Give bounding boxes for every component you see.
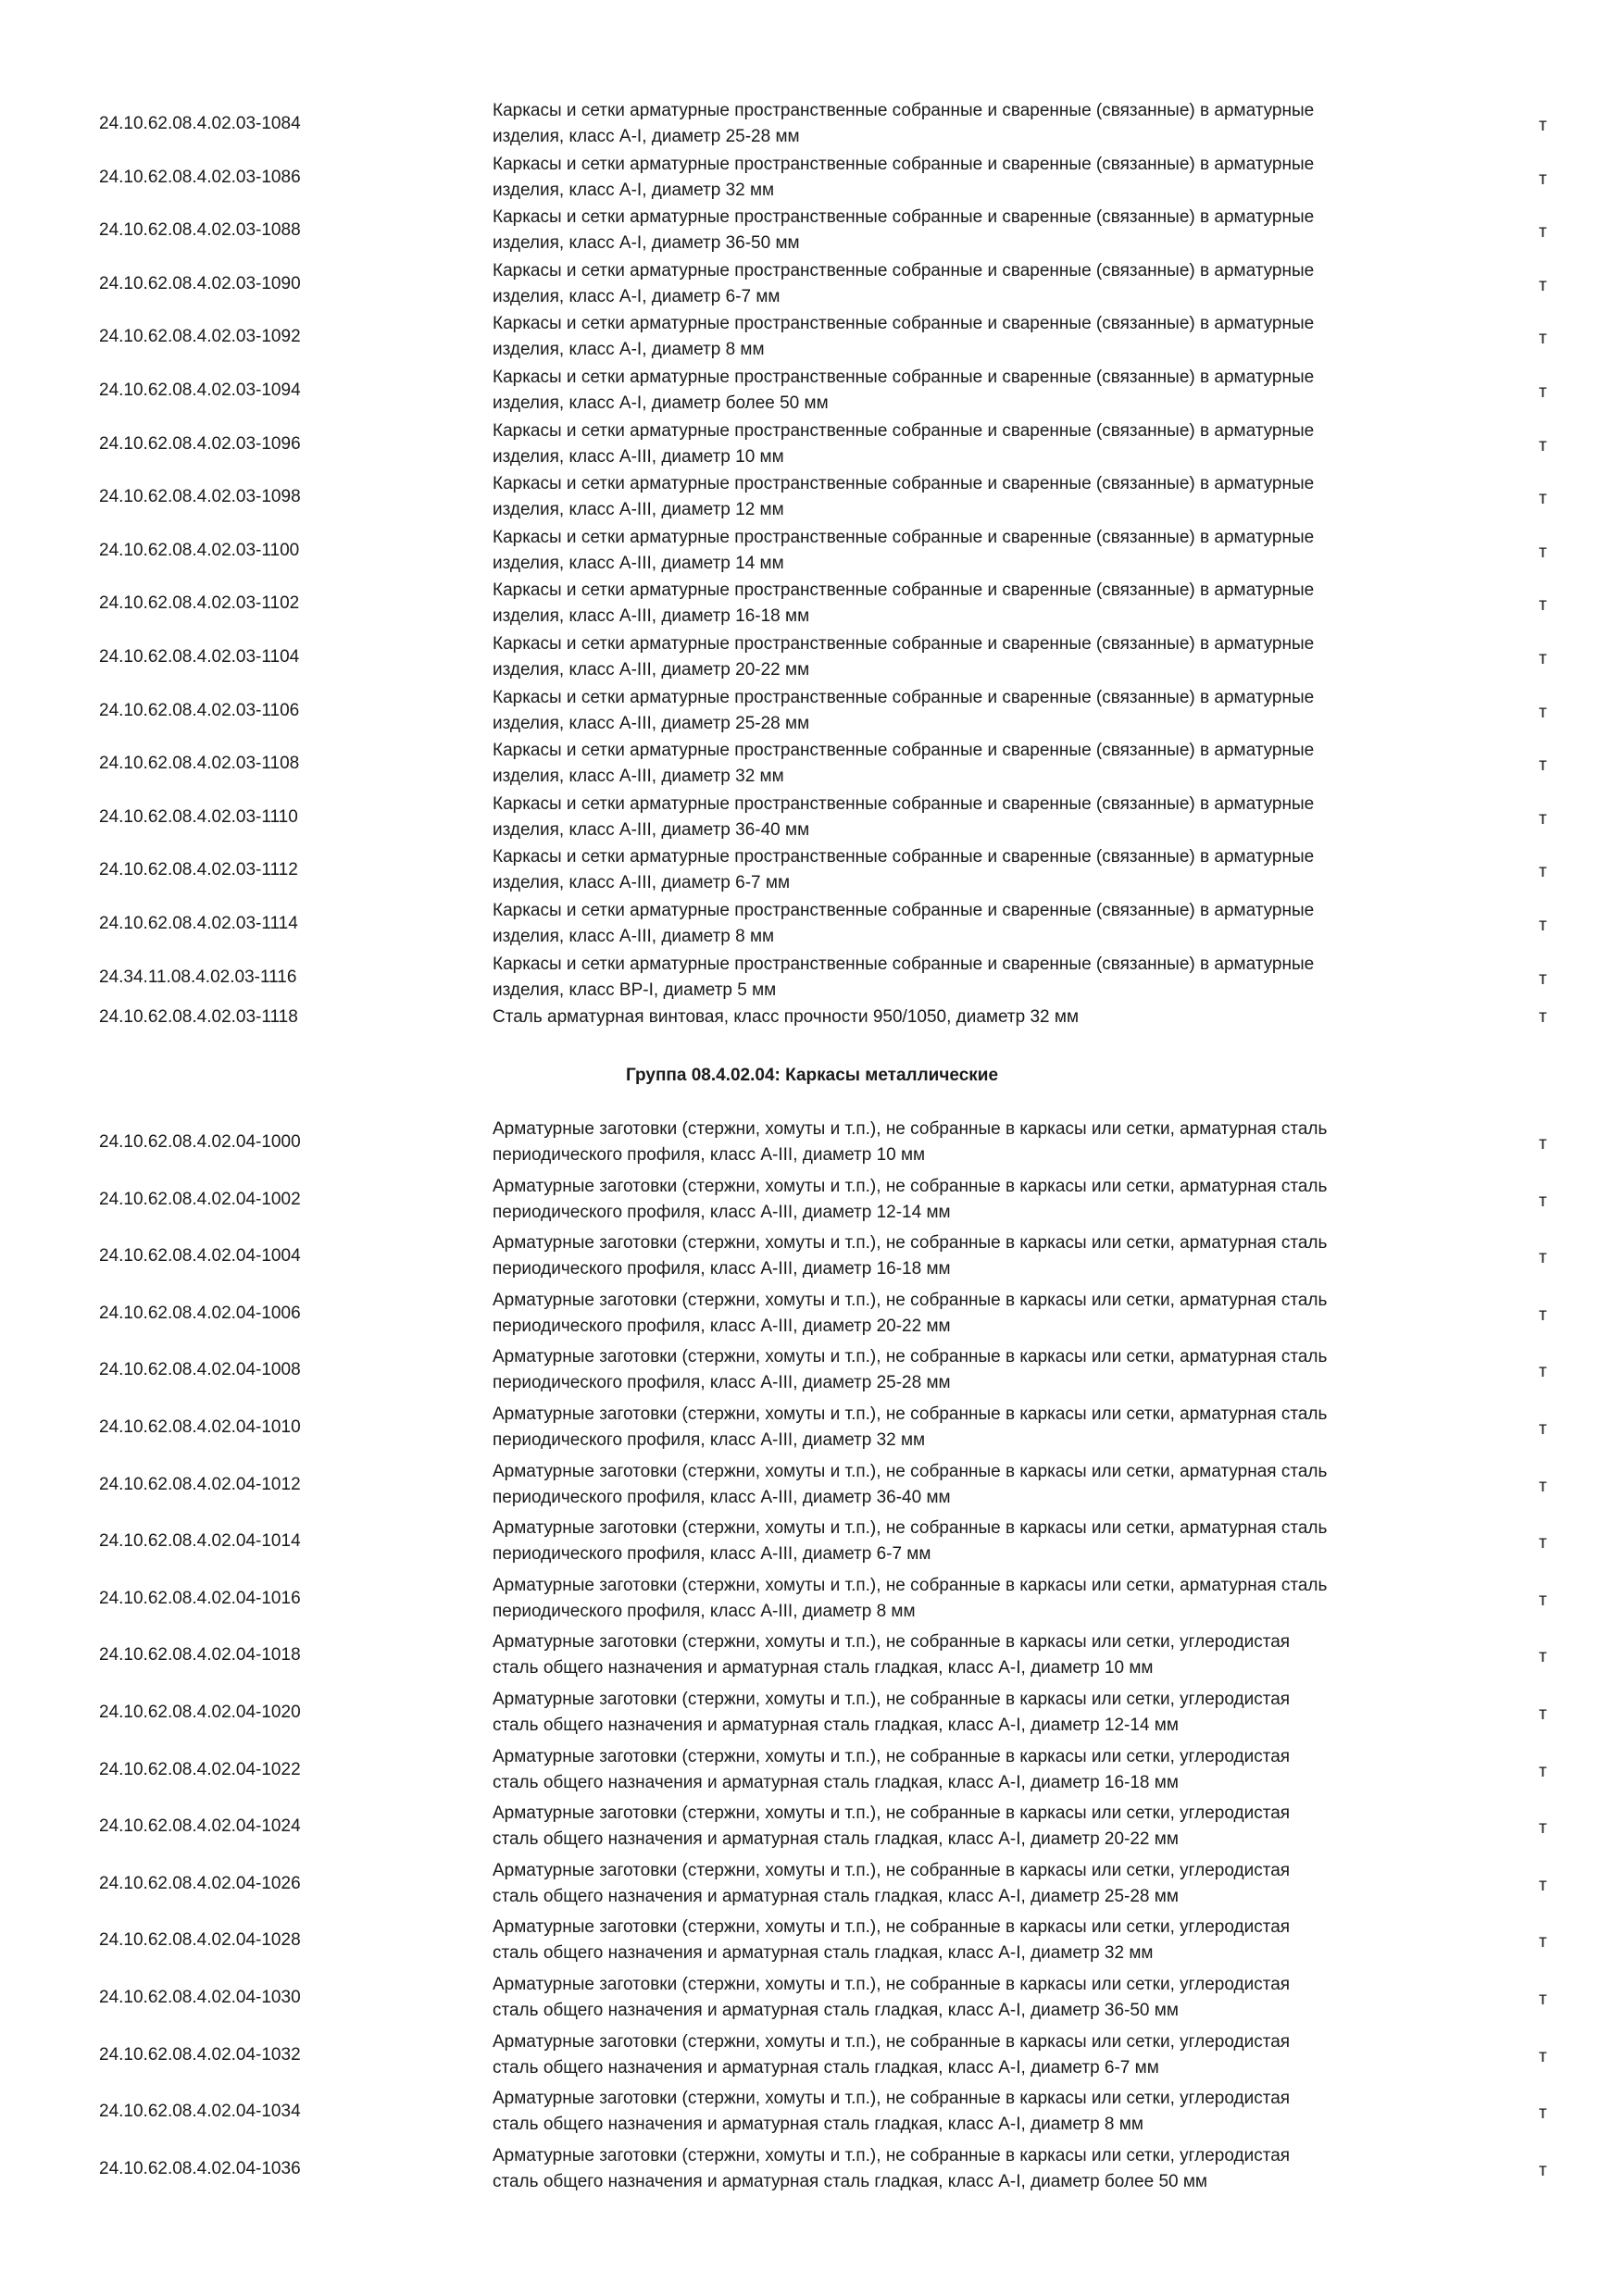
description-line: периодического профиля, класс А-III, диаметр 36-40 мм — [493, 1487, 951, 1507]
description-line: сталь общего назначения и арматурная сталь гладкая, класс А-I, диаметр 36-50 мм — [493, 2001, 1179, 2020]
item-description — [493, 1230, 1493, 1282]
description-line: Арматурные заготовки (стержни, хомуты и т.п.), не собранные в каркасы или сетки, углеродистая — [493, 1746, 1291, 1766]
item-unit: т — [1539, 1134, 1547, 1154]
item-description — [493, 1516, 1493, 1567]
description-line: изделия, класс ВР-I, диаметр 5 мм — [493, 980, 777, 1000]
description-line: изделия, класс А-III, диаметр 14 мм — [493, 553, 784, 573]
description-line: Арматурные заготовки (стержни, хомуты и т.п.), не собранные в каркасы или сетки, углеродистая — [493, 2145, 1291, 2165]
description-line: изделия, класс А-III, диаметр 36-40 мм — [493, 819, 810, 840]
item-unit: т — [1539, 489, 1547, 509]
item-code: 24.10.62.08.4.02.03-1096 — [99, 433, 301, 454]
description-line: изделия, класс А-I, диаметр более 50 мм — [493, 393, 829, 413]
description-line: Каркасы и сетки арматурные пространственные собранные и сваренные (связанные) в арматурные — [493, 474, 1315, 494]
description-line: Арматурные заготовки (стержни, хомуты и т.п.), не собранные в каркасы или сетки, углеродистая — [493, 2031, 1291, 2052]
item-unit: т — [1539, 116, 1547, 135]
item-unit: т — [1539, 329, 1547, 349]
item-description — [493, 1459, 1493, 1511]
item-description — [493, 1573, 1493, 1625]
description-line: Каркасы и сетки арматурные пространственные собранные и сваренные (связанные) в арматурные — [493, 634, 1315, 654]
item-unit: т — [1539, 542, 1547, 562]
description-line: Арматурные заготовки (стержни, хомуты и т.п.), не собранные в каркасы или сетки, арматурная сталь — [493, 1176, 1328, 1196]
description-line: сталь общего назначения и арматурная сталь гладкая, класс А-I, диаметр 12-14 мм — [493, 1716, 1179, 1735]
description-line: изделия, класс А-I, диаметр 32 мм — [493, 180, 775, 200]
item-unit: т — [1539, 1248, 1547, 1268]
description-line: Каркасы и сетки арматурные пространственные собранные и сваренные (связанные) в арматурные — [493, 580, 1315, 601]
description-line: периодического профиля, класс А-III, диаметр 32 мм — [493, 1430, 926, 1450]
description-line: изделия, класс А-I, диаметр 25-28 мм — [493, 127, 800, 146]
item-description — [493, 631, 1493, 683]
item-unit: т — [1539, 1007, 1547, 1028]
item-code: 24.10.62.08.4.02.04-1000 — [99, 1132, 301, 1152]
description-line: изделия, класс А-III, диаметр 8 мм — [493, 927, 775, 946]
description-line: Арматурные заготовки (стержни, хомуты и т.п.), не собранные в каркасы или сетки, арматурная сталь — [493, 1290, 1328, 1310]
item-code: 24.10.62.08.4.02.04-1022 — [99, 1759, 301, 1779]
item-description — [493, 365, 1493, 417]
item-code: 24.10.62.08.4.02.03-1102 — [99, 593, 300, 614]
description-line: сталь общего назначения и арматурная сталь гладкая, класс А-I, диаметр более 50 мм — [493, 2171, 1207, 2191]
item-code: 24.34.11.08.4.02.03-1116 — [99, 967, 297, 987]
item-unit: т — [1539, 1875, 1547, 1895]
item-unit: т — [1539, 1533, 1547, 1554]
item-description — [493, 525, 1493, 577]
item-code: 24.10.62.08.4.02.04-1012 — [99, 1474, 301, 1494]
item-unit: т — [1539, 916, 1547, 935]
description-line: Сталь арматурная винтовая, класс прочности 950/1050, диаметр 32 мм — [493, 1007, 1080, 1028]
description-line: изделия, класс А-III, диаметр 20-22 мм — [493, 660, 810, 680]
item-description — [493, 1915, 1493, 1966]
item-code: 24.10.62.08.4.02.03-1114 — [99, 914, 298, 933]
description-line: изделия, класс А-III, диаметр 6-7 мм — [493, 873, 791, 893]
item-unit: т — [1539, 1304, 1547, 1325]
item-description — [493, 1801, 1493, 1853]
item-unit: т — [1539, 1647, 1547, 1667]
description-line: периодического профиля, класс А-III, диаметр 25-28 мм — [493, 1373, 951, 1393]
description-line: Арматурные заготовки (стержни, хомуты и т.п.), не собранные в каркасы или сетки, углеродистая — [493, 1860, 1291, 1880]
item-description — [493, 1174, 1493, 1226]
description-line: изделия, класс А-I, диаметр 36-50 мм — [493, 233, 800, 254]
item-description — [493, 1858, 1493, 1910]
item-description — [493, 152, 1493, 204]
item-code: 24.10.62.08.4.02.03-1108 — [99, 754, 300, 774]
item-unit: т — [1539, 1704, 1547, 1724]
description-line: Арматурные заготовки (стержни, хомуты и т.п.), не собранные в каркасы или сетки, арматурная сталь — [493, 1119, 1328, 1139]
description-line: Арматурные заготовки (стержни, хомуты и т.п.), не собранные в каркасы или сетки, углеродистая — [493, 1803, 1291, 1824]
item-description — [493, 2143, 1493, 2195]
item-code: 24.10.62.08.4.02.04-1028 — [99, 1930, 301, 1951]
item-unit: т — [1539, 1362, 1547, 1382]
description-line: Каркасы и сетки арматурные пространственные собранные и сваренные (связанные) в арматурные — [493, 154, 1315, 174]
description-line: изделия, класс А-III, диаметр 25-28 мм — [493, 713, 810, 733]
item-unit: т — [1539, 702, 1547, 722]
item-code: 24.10.62.08.4.02.04-1026 — [99, 1873, 301, 1893]
description-line: изделия, класс А-III, диаметр 10 мм — [493, 446, 784, 467]
item-code: 24.10.62.08.4.02.04-1014 — [99, 1531, 301, 1552]
item-description — [493, 258, 1493, 310]
description-line: Каркасы и сетки арматурные пространственные собранные и сваренные (связанные) в арматурные — [493, 314, 1315, 334]
description-line: периодического профиля, класс А-III, диаметр 10 мм — [493, 1145, 926, 1165]
item-code: 24.10.62.08.4.02.04-1018 — [99, 1645, 301, 1666]
item-unit: т — [1539, 435, 1547, 455]
item-description — [493, 898, 1493, 950]
item-description — [493, 1117, 1493, 1168]
item-code: 24.10.62.08.4.02.04-1024 — [99, 1816, 301, 1837]
description-line: периодического профиля, класс А-III, диаметр 8 мм — [493, 1601, 916, 1621]
item-description — [493, 792, 1493, 843]
item-description — [493, 952, 1493, 1004]
item-unit: т — [1539, 755, 1547, 776]
description-line: Арматурные заготовки (стержни, хомуты и т.п.), не собранные в каркасы или сетки, арматурная сталь — [493, 1233, 1328, 1254]
description-line: Арматурные заготовки (стержни, хомуты и т.п.), не собранные в каркасы или сетки, углеродистая — [493, 1632, 1291, 1653]
item-description — [493, 205, 1493, 256]
description-line: Каркасы и сетки арматурные пространственные собранные и сваренные (связанные) в арматурные — [493, 260, 1315, 281]
description-line: Каркасы и сетки арматурные пространственные собранные и сваренные (связанные) в арматурные — [493, 847, 1315, 867]
description-line: периодического профиля, класс А-III, диаметр 12-14 мм — [493, 1202, 951, 1222]
description-line: периодического профиля, класс А-III, диаметр 16-18 мм — [493, 1259, 951, 1279]
item-code: 24.10.62.08.4.02.04-1036 — [99, 2158, 301, 2178]
item-unit: т — [1539, 1761, 1547, 1781]
description-line: сталь общего назначения и арматурная сталь гладкая, класс А-I, диаметр 25-28 мм — [493, 1886, 1179, 1906]
item-code: 24.10.62.08.4.02.04-1034 — [99, 2102, 301, 2122]
description-line: изделия, класс А-III, диаметр 16-18 мм — [493, 606, 810, 627]
item-unit: т — [1539, 168, 1547, 189]
item-description — [493, 311, 1493, 363]
description-line: Арматурные заготовки (стержни, хомуты и т.п.), не собранные в каркасы или сетки, углеродистая — [493, 1690, 1291, 1709]
item-description — [493, 1004, 1493, 1030]
item-unit: т — [1539, 1818, 1547, 1839]
item-code: 24.10.62.08.4.02.04-1008 — [99, 1360, 301, 1380]
item-code: 24.10.62.08.4.02.04-1016 — [99, 1588, 301, 1608]
item-description — [493, 2029, 1493, 2081]
item-unit: т — [1539, 1191, 1547, 1211]
description-line: Каркасы и сетки арматурные пространственные собранные и сваренные (связанные) в арматурные — [493, 687, 1315, 707]
description-line: Арматурные заготовки (стержни, хомуты и т.п.), не собранные в каркасы или сетки, арматурная сталь — [493, 1518, 1328, 1539]
item-unit: т — [1539, 862, 1547, 882]
description-line: Арматурные заготовки (стержни, хомуты и т.п.), не собранные в каркасы или сетки, углеродистая — [493, 1975, 1291, 1994]
description-line: Каркасы и сетки арматурные пространственные собранные и сваренные (связанные) в арматурные — [493, 954, 1315, 974]
group-heading: Группа 08.4.02.04: Каркасы металлические — [625, 1066, 999, 1085]
item-code: 24.10.62.08.4.02.03-1098 — [99, 487, 301, 507]
item-unit: т — [1539, 382, 1547, 402]
item-description — [493, 2086, 1493, 2138]
item-description — [493, 685, 1493, 737]
item-code: 24.10.62.08.4.02.03-1090 — [99, 273, 301, 293]
item-description — [493, 471, 1493, 523]
item-unit: т — [1539, 1990, 1547, 2009]
description-line: Каркасы и сетки арматурные пространственные собранные и сваренные (связанные) в арматурные — [493, 101, 1315, 120]
description-line: сталь общего назначения и арматурная сталь гладкая, класс А-I, диаметр 10 мм — [493, 1658, 1154, 1678]
item-unit: т — [1539, 2160, 1547, 2180]
item-unit: т — [1539, 1419, 1547, 1439]
item-description — [493, 1344, 1493, 1396]
item-description — [493, 578, 1493, 630]
description-line: Каркасы и сетки арматурные пространственные собранные и сваренные (связанные) в арматурные — [493, 368, 1315, 387]
item-unit: т — [1539, 275, 1547, 295]
item-code: 24.10.62.08.4.02.04-1010 — [99, 1417, 301, 1437]
description-line: Арматурные заготовки (стержни, хомуты и т.п.), не собранные в каркасы или сетки, арматурная сталь — [493, 1575, 1328, 1595]
description-line: Каркасы и сетки арматурные пространственные собранные и сваренные (связанные) в арматурные — [493, 527, 1315, 547]
item-code: 24.10.62.08.4.02.04-1030 — [99, 1988, 301, 2007]
description-line: Арматурные заготовки (стержни, хомуты и т.п.), не собранные в каркасы или сетки, углеродистая — [493, 1917, 1291, 1938]
item-code: 24.10.62.08.4.02.03-1106 — [99, 700, 300, 720]
description-line: Каркасы и сетки арматурные пространственные собранные и сваренные (связанные) в арматурные — [493, 420, 1315, 441]
description-line: сталь общего назначения и арматурная сталь гладкая, класс А-I, диаметр 20-22 мм — [493, 1829, 1179, 1850]
item-code: 24.10.62.08.4.02.03-1094 — [99, 381, 301, 400]
item-code: 24.10.62.08.4.02.03-1088 — [99, 220, 301, 241]
description-line: периодического профиля, класс А-III, диаметр 20-22 мм — [493, 1316, 951, 1336]
description-line: Арматурные заготовки (стержни, хомуты и т.п.), не собранные в каркасы или сетки, арматурная сталь — [493, 1461, 1328, 1481]
description-line: Каркасы и сетки арматурные пространственные собранные и сваренные (связанные) в арматурные — [493, 901, 1315, 920]
item-description — [493, 1744, 1493, 1796]
item-code: 24.10.62.08.4.02.04-1006 — [99, 1303, 301, 1323]
description-line: изделия, класс А-I, диаметр 6-7 мм — [493, 286, 781, 306]
item-code: 24.10.62.08.4.02.04-1002 — [99, 1189, 301, 1209]
item-unit: т — [1539, 2046, 1547, 2066]
item-unit: т — [1539, 649, 1547, 668]
item-description — [493, 418, 1493, 470]
item-description — [493, 844, 1493, 896]
item-unit: т — [1539, 222, 1547, 243]
description-line: сталь общего назначения и арматурная сталь гладкая, класс А-I, диаметр 32 мм — [493, 1943, 1154, 1964]
description-line: Каркасы и сетки арматурные пространственные собранные и сваренные (связанные) в арматурные — [493, 207, 1315, 228]
description-line: Арматурные заготовки (стержни, хомуты и т.п.), не собранные в каркасы или сетки, арматурная сталь — [493, 1404, 1328, 1424]
item-description — [493, 738, 1493, 790]
description-line: изделия, класс А-III, диаметр 12 мм — [493, 500, 784, 520]
item-code: 24.10.62.08.4.02.03-1092 — [99, 327, 301, 347]
description-line: сталь общего назначения и арматурная сталь гладкая, класс А-I, диаметр 16-18 мм — [493, 1772, 1179, 1792]
item-code: 24.10.62.08.4.02.03-1100 — [99, 540, 300, 560]
item-code: 24.10.62.08.4.02.03-1112 — [99, 860, 298, 880]
description-line: Каркасы и сетки арматурные пространственные собранные и сваренные (связанные) в арматурные — [493, 741, 1315, 761]
item-code: 24.10.62.08.4.02.03-1086 — [99, 167, 301, 187]
item-description — [493, 98, 1493, 150]
item-unit: т — [1539, 1476, 1547, 1496]
item-unit: т — [1539, 2103, 1547, 2124]
description-line: Арматурные заготовки (стержни, хомуты и т.п.), не собранные в каркасы или сетки, арматурная сталь — [493, 1347, 1328, 1367]
item-code: 24.10.62.08.4.02.03-1104 — [99, 647, 300, 667]
item-code: 24.10.62.08.4.02.04-1020 — [99, 1703, 301, 1722]
description-line: периодического профиля, класс А-III, диаметр 6-7 мм — [493, 1544, 931, 1565]
item-description — [493, 1288, 1493, 1340]
description-line: сталь общего назначения и арматурная сталь гладкая, класс А-I, диаметр 6-7 мм — [493, 2057, 1159, 2078]
item-unit: т — [1539, 1590, 1547, 1610]
description-line: Каркасы и сетки арматурные пространственные собранные и сваренные (связанные) в арматурные — [493, 793, 1315, 814]
item-code: 24.10.62.08.4.02.03-1110 — [99, 806, 298, 827]
item-description — [493, 1972, 1493, 2024]
item-description — [493, 1629, 1493, 1681]
item-description — [493, 1402, 1493, 1454]
item-unit: т — [1539, 808, 1547, 829]
item-code: 24.10.62.08.4.02.03-1084 — [99, 114, 301, 133]
item-unit: т — [1539, 595, 1547, 616]
item-description — [493, 1687, 1493, 1739]
description-line: Арматурные заготовки (стержни, хомуты и т.п.), не собранные в каркасы или сетки, углеродистая — [493, 2089, 1291, 2109]
item-code: 24.10.62.08.4.02.03-1118 — [99, 1007, 298, 1028]
description-line: сталь общего назначения и арматурная сталь гладкая, класс А-I, диаметр 8 мм — [493, 2115, 1143, 2135]
item-code: 24.10.62.08.4.02.04-1032 — [99, 2044, 301, 2065]
description-line: изделия, класс А-III, диаметр 32 мм — [493, 767, 784, 787]
item-unit: т — [1539, 968, 1547, 989]
description-line: изделия, класс А-I, диаметр 8 мм — [493, 340, 765, 360]
item-unit: т — [1539, 1932, 1547, 1953]
item-code: 24.10.62.08.4.02.04-1004 — [99, 1246, 301, 1267]
